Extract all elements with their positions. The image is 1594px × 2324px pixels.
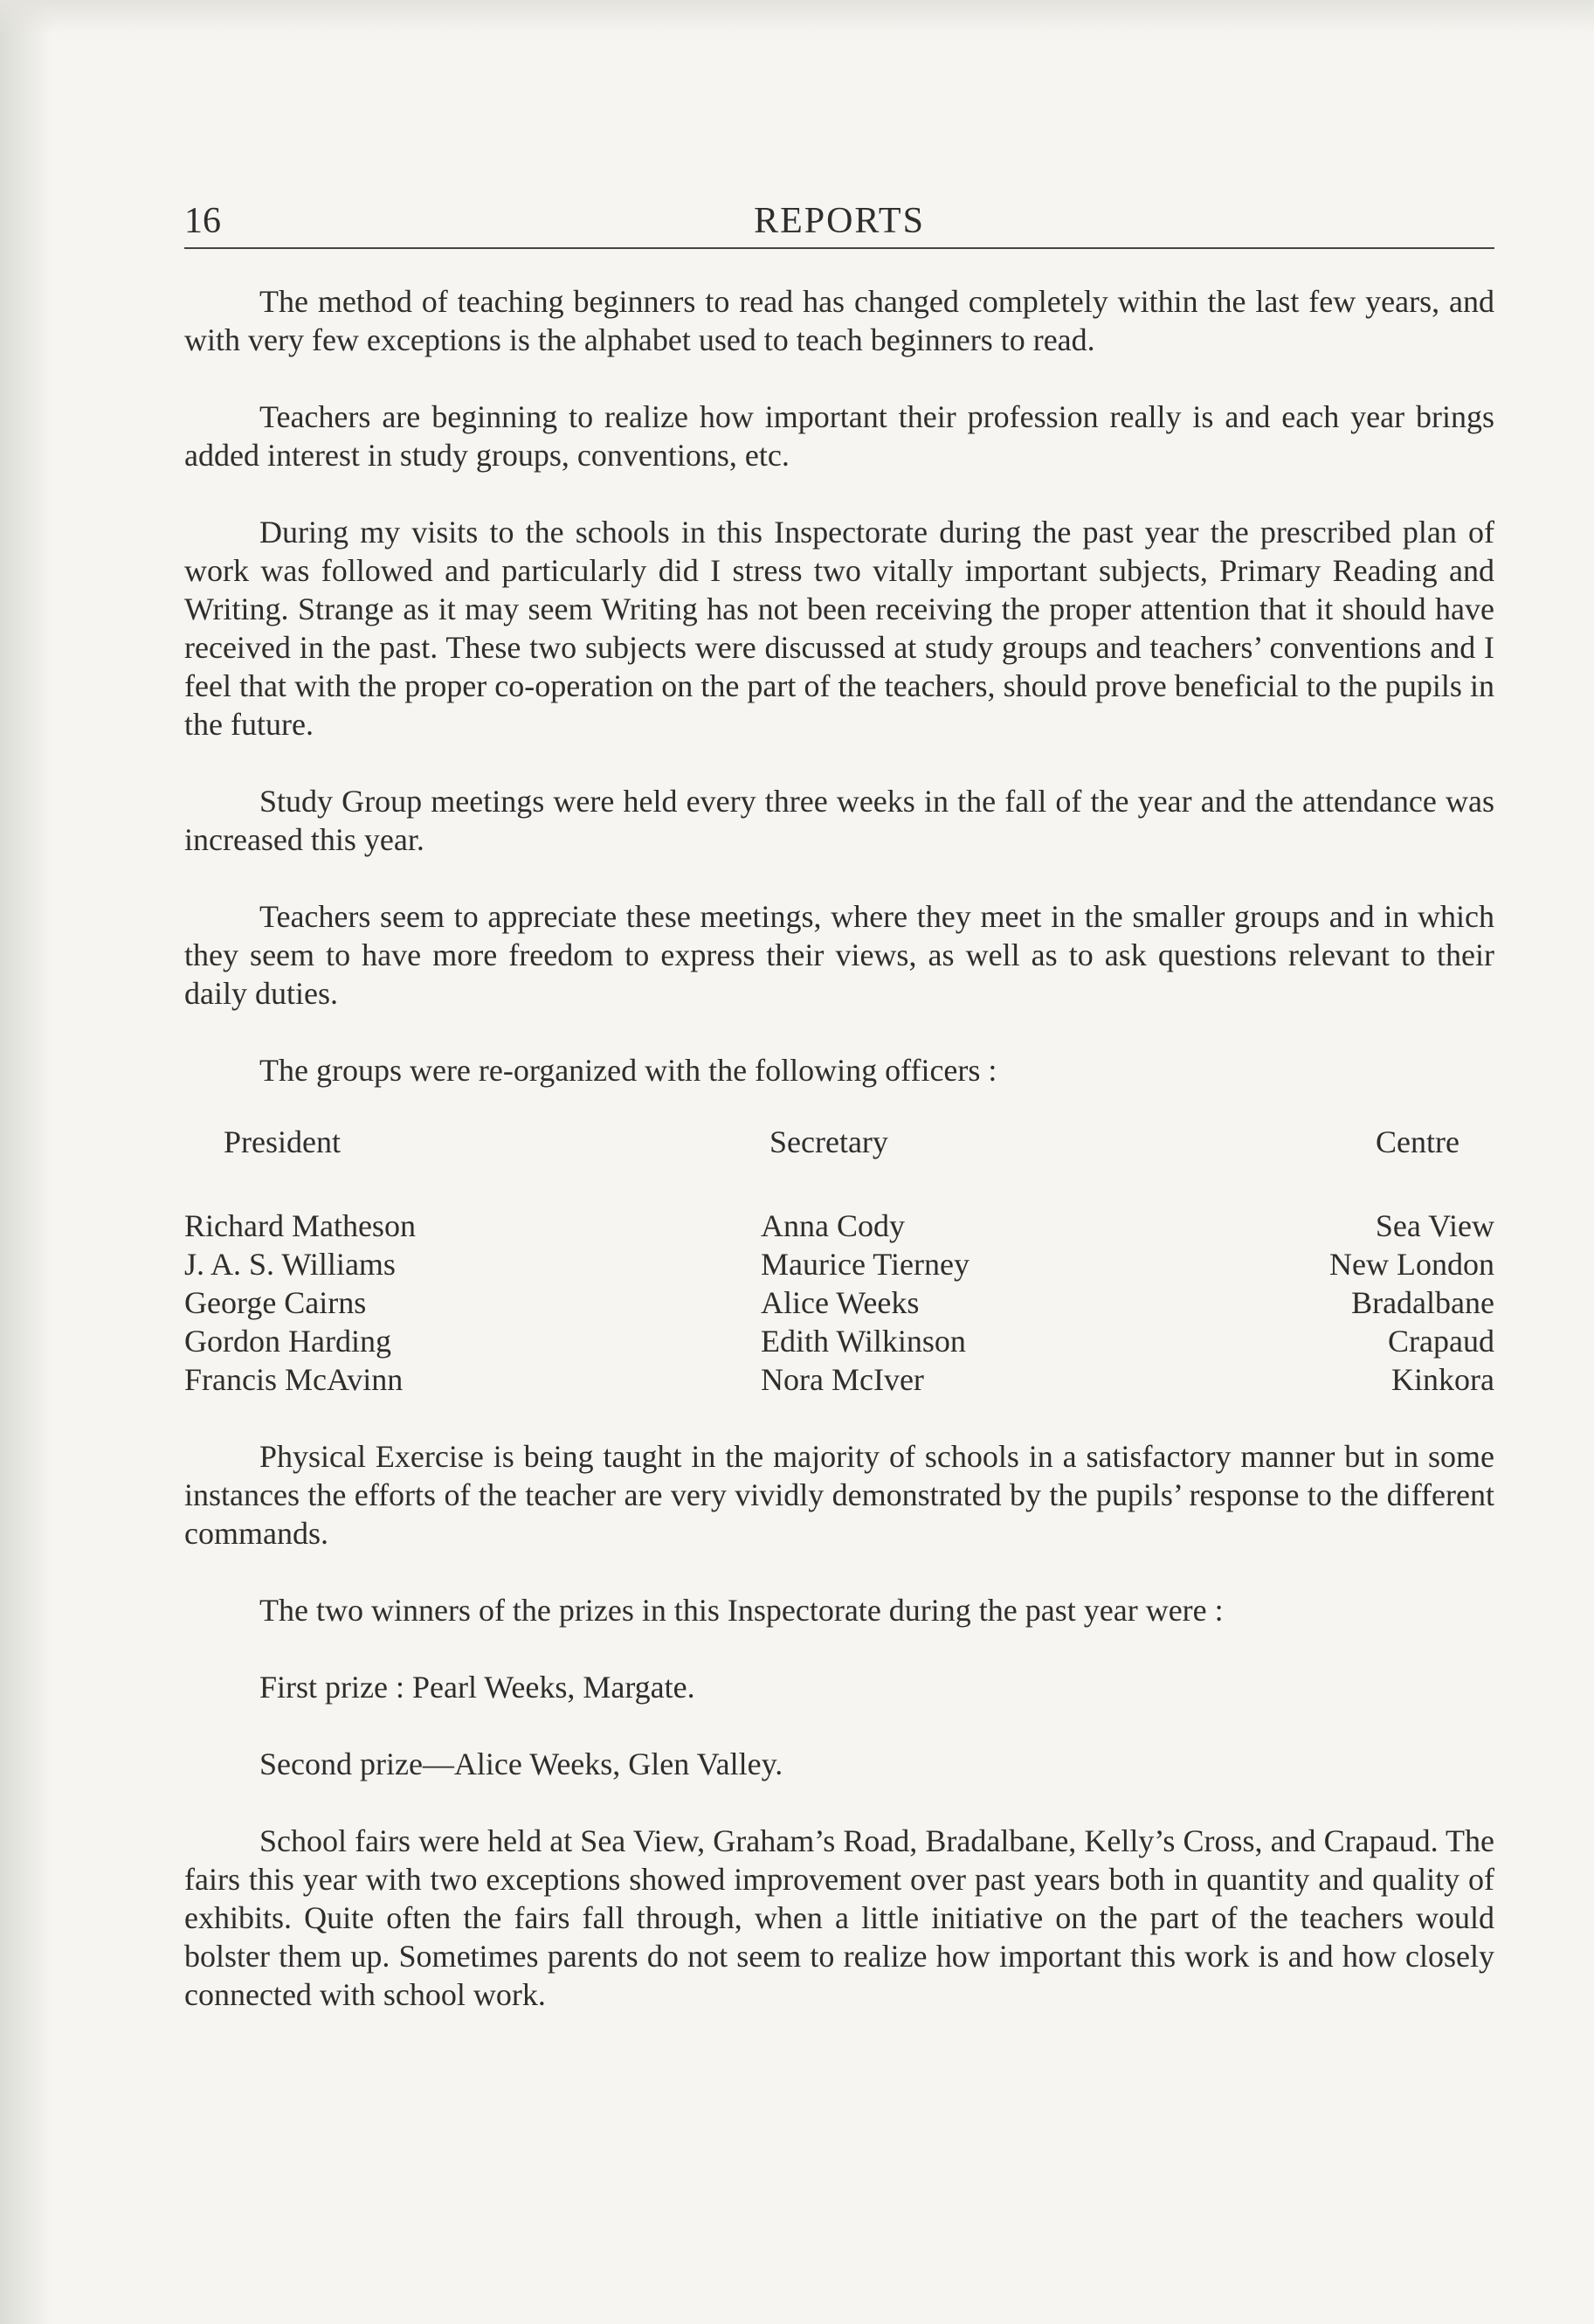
paragraph-appreciate-meetings: Teachers seem to appreciate these meetings, where they meet in the smaller groups and in which they seem to have more freedom to express their views, as well as to ask questions relevant to their daily duties. xyxy=(184,899,1494,1011)
running-head xyxy=(184,197,1494,249)
secretary-name: Anna Cody xyxy=(761,1208,905,1243)
paragraph-teaching-beginners: The method of teaching beginners to read has changed completely within the last few years, and with very few exceptions is the alphabet used to teach beginners to read. xyxy=(184,284,1494,357)
president-name: Richard Matheson xyxy=(184,1208,416,1243)
table-row xyxy=(184,1322,1494,1360)
table-row xyxy=(184,1283,1494,1322)
paragraph-school-fairs: School fairs were held at Sea View, Graham’s Road, Bradalbane, Kelly’s Cross, and Crapaud. The fairs this year with two exceptions showed improvement over past years both in quantity and quality of exhibits. Quite often the fairs fall through, when a little initiative on the part of the teachers would bolster them up. Sometimes parents do not seem to realize how important this work is and how closely connected with school work. xyxy=(184,1823,1494,2012)
second-prize: Second prize—Alice Weeks, Glen Valley. xyxy=(259,1746,783,1781)
centre-name: Sea View xyxy=(1375,1208,1494,1243)
officers-table-header xyxy=(184,1123,1494,1161)
centre-name: Kinkora xyxy=(1391,1362,1494,1397)
paragraph-groups-reorganized: The groups were re-organized with the following officers : xyxy=(259,1053,997,1088)
running-title: REPORTS xyxy=(754,201,925,241)
centre-name: Bradalbane xyxy=(1351,1285,1494,1320)
header-president: President xyxy=(224,1124,341,1159)
paragraph-visits: During my visits to the schools in this Inspectorate during the past year the prescribed plan of work was followed and particularly did I stress two vitally important subjects, Primary Reading and Writing. Strange as it may seem Writing has not been receiving the proper attention that it should have received in the past. These two subjects were discussed at study groups and teachers’ conventions and I feel that with the proper co-operation on the part of the teachers, should prove beneficial to the pupils in the future. xyxy=(184,515,1494,742)
table-row xyxy=(184,1207,1494,1245)
president-name: J. A. S. Williams xyxy=(184,1247,396,1282)
centre-name: New London xyxy=(1329,1247,1494,1282)
first-prize: First prize : Pearl Weeks, Margate. xyxy=(259,1670,695,1705)
table-row xyxy=(184,1245,1494,1283)
paragraph-teachers-realize: Teachers are beginning to realize how important their profession really is and each year brings added interest in study groups, conventions, etc. xyxy=(184,399,1494,473)
secretary-name: Alice Weeks xyxy=(761,1285,920,1320)
page-edge-shadow xyxy=(0,0,52,2324)
paragraph-study-group: Study Group meetings were held every three weeks in the fall of the year and the attendance was increased this year. xyxy=(184,784,1494,857)
header-rule xyxy=(184,247,1494,249)
officers-table xyxy=(184,1123,1494,1399)
secretary-name: Edith Wilkinson xyxy=(761,1324,966,1359)
header-centre: Centre xyxy=(1376,1124,1459,1159)
secretary-name: Nora McIver xyxy=(761,1362,924,1397)
president-name: Gordon Harding xyxy=(184,1324,391,1359)
page-number: 16 xyxy=(184,201,221,241)
page-top-shadow xyxy=(0,0,1594,35)
secretary-name: Maurice Tierney xyxy=(761,1247,970,1282)
header-secretary: Secretary xyxy=(769,1124,888,1159)
table-row xyxy=(184,1360,1494,1399)
centre-name: Crapaud xyxy=(1388,1324,1494,1359)
page-content xyxy=(184,197,1494,2014)
president-name: Francis McAvinn xyxy=(184,1362,404,1397)
president-name: George Cairns xyxy=(184,1285,367,1320)
paragraph-physical-exercise: Physical Exercise is being taught in the majority of schools in a satisfactory manner but in some instances the efforts of the teacher are very vividly demonstrated by the pupils’ response to the different commands. xyxy=(184,1439,1494,1551)
paragraph-prize-winners: The two winners of the prizes in this Inspectorate during the past year were : xyxy=(259,1593,1224,1628)
